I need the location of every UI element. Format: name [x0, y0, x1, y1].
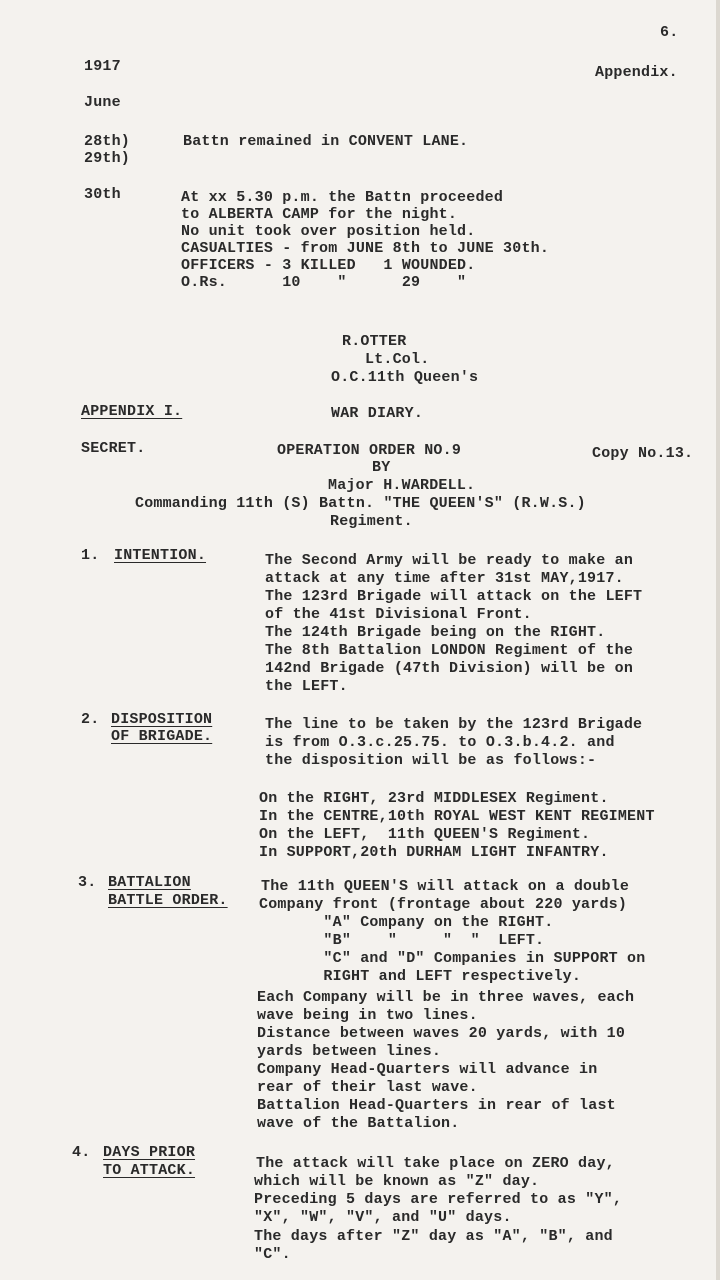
- section-line: On the RIGHT, 23rd MIDDLESEX Regiment.: [259, 790, 609, 807]
- section-line: "B" " " " LEFT.: [259, 932, 545, 949]
- section-line: The 123rd Brigade will attack on the LEFT: [265, 588, 643, 605]
- section-line: The 8th Battalion LONDON Regiment of the: [265, 642, 634, 659]
- section-number: 1.: [81, 547, 100, 564]
- section-line: Battalion Head-Quarters in rear of last: [257, 1097, 616, 1114]
- section-line: the disposition will be as follows:-: [265, 752, 597, 769]
- regiment-line: Regiment.: [330, 513, 413, 530]
- section-heading: DAYS PRIOR: [103, 1144, 196, 1161]
- section-line: "C".: [254, 1246, 291, 1263]
- section-line: is from O.3.c.25.75. to O.3.b.4.2. and: [265, 734, 615, 751]
- section-line: On the LEFT, 11th QUEEN'S Regiment.: [259, 826, 591, 843]
- commanding-line: Commanding 11th (S) Battn. "THE QUEEN'S" (R.W.S.): [135, 495, 586, 512]
- section-heading: OF BRIGADE.: [111, 728, 213, 745]
- section-number: 4.: [72, 1144, 91, 1161]
- section-number: 3.: [78, 874, 97, 891]
- entry-text: Battn remained in CONVENT LANE.: [183, 133, 469, 150]
- entry-date: 29th): [84, 150, 131, 167]
- section-heading: BATTLE ORDER.: [108, 892, 228, 909]
- section-line: The 124th Brigade being on the RIGHT.: [265, 624, 606, 641]
- section-line: attack at any time after 31st MAY,1917.: [265, 570, 624, 587]
- entry-text: O.Rs. 10 " 29 ": [181, 274, 467, 291]
- section-line: which will be known as "Z" day.: [254, 1173, 540, 1190]
- entry-text: At xx 5.30 p.m. the Battn proceeded: [181, 189, 504, 206]
- section-line: The Second Army will be ready to make an: [265, 552, 634, 569]
- year: 1917: [84, 58, 121, 75]
- secret-label: SECRET.: [81, 440, 146, 457]
- entry-text: CASUALTIES - from JUNE 8th to JUNE 30th.: [181, 240, 550, 257]
- section-heading: BATTALION: [108, 874, 191, 891]
- appendix-label: Appendix.: [595, 64, 678, 81]
- section-line: Each Company will be in three waves, each: [257, 989, 635, 1006]
- section-line: wave being in two lines.: [257, 1007, 478, 1024]
- section-heading: DISPOSITION: [111, 711, 213, 728]
- entry-text: No unit took over position held.: [181, 223, 476, 240]
- war-diary-heading: WAR DIARY.: [331, 405, 424, 422]
- major-name: Major H.WARDELL.: [328, 477, 476, 494]
- section-line: "X", "W", "V", and "U" days.: [254, 1209, 512, 1226]
- section-line: the LEFT.: [265, 678, 348, 695]
- section-line: Preceding 5 days are referred to as "Y",: [254, 1191, 623, 1208]
- month: June: [84, 94, 121, 111]
- section-line: "C" and "D" Companies in SUPPORT on: [259, 950, 646, 967]
- section-number: 2.: [81, 711, 100, 728]
- copy-number: Copy No.13.: [592, 445, 694, 462]
- section-line: Company front (frontage about 220 yards): [259, 896, 628, 913]
- signature-unit: O.C.11th Queen's: [331, 369, 479, 386]
- section-line: yards between lines.: [257, 1043, 442, 1060]
- section-line: RIGHT and LEFT respectively.: [259, 968, 582, 985]
- entry-text: to ALBERTA CAMP for the night.: [181, 206, 458, 223]
- section-line: 142nd Brigade (47th Division) will be on: [265, 660, 634, 677]
- section-heading: INTENTION.: [114, 547, 207, 564]
- operation-order-title: OPERATION ORDER NO.9: [277, 442, 462, 459]
- entry-text: OFFICERS - 3 KILLED 1 WOUNDED.: [181, 257, 476, 274]
- entry-date: 28th): [84, 133, 131, 150]
- section-line: Company Head-Quarters will advance in: [257, 1061, 598, 1078]
- entry-date: 30th: [84, 186, 121, 203]
- section-line: rear of their last wave.: [257, 1079, 478, 1096]
- section-line: "A" Company on the RIGHT.: [259, 914, 554, 931]
- page-number: 6.: [660, 24, 679, 41]
- section-line: The line to be taken by the 123rd Brigade: [265, 716, 643, 733]
- by-label: BY: [372, 459, 391, 476]
- signature-name: R.OTTER: [342, 333, 407, 350]
- section-line: The 11th QUEEN'S will attack on a double: [261, 878, 630, 895]
- section-line: Distance between waves 20 yards, with 10: [257, 1025, 626, 1042]
- section-line: In SUPPORT,20th DURHAM LIGHT INFANTRY.: [259, 844, 609, 861]
- signature-rank: Lt.Col.: [365, 351, 430, 368]
- section-line: The days after "Z" day as "A", "B", and: [254, 1228, 613, 1245]
- page-edge: [716, 0, 720, 1280]
- section-line: of the 41st Divisional Front.: [265, 606, 532, 623]
- section-line: In the CENTRE,10th ROYAL WEST KENT REGIMENT: [259, 808, 655, 825]
- appendix-i-heading: APPENDIX I.: [81, 403, 183, 420]
- section-line: wave of the Battalion.: [257, 1115, 460, 1132]
- section-line: The attack will take place on ZERO day,: [256, 1155, 615, 1172]
- section-heading: TO ATTACK.: [103, 1162, 196, 1179]
